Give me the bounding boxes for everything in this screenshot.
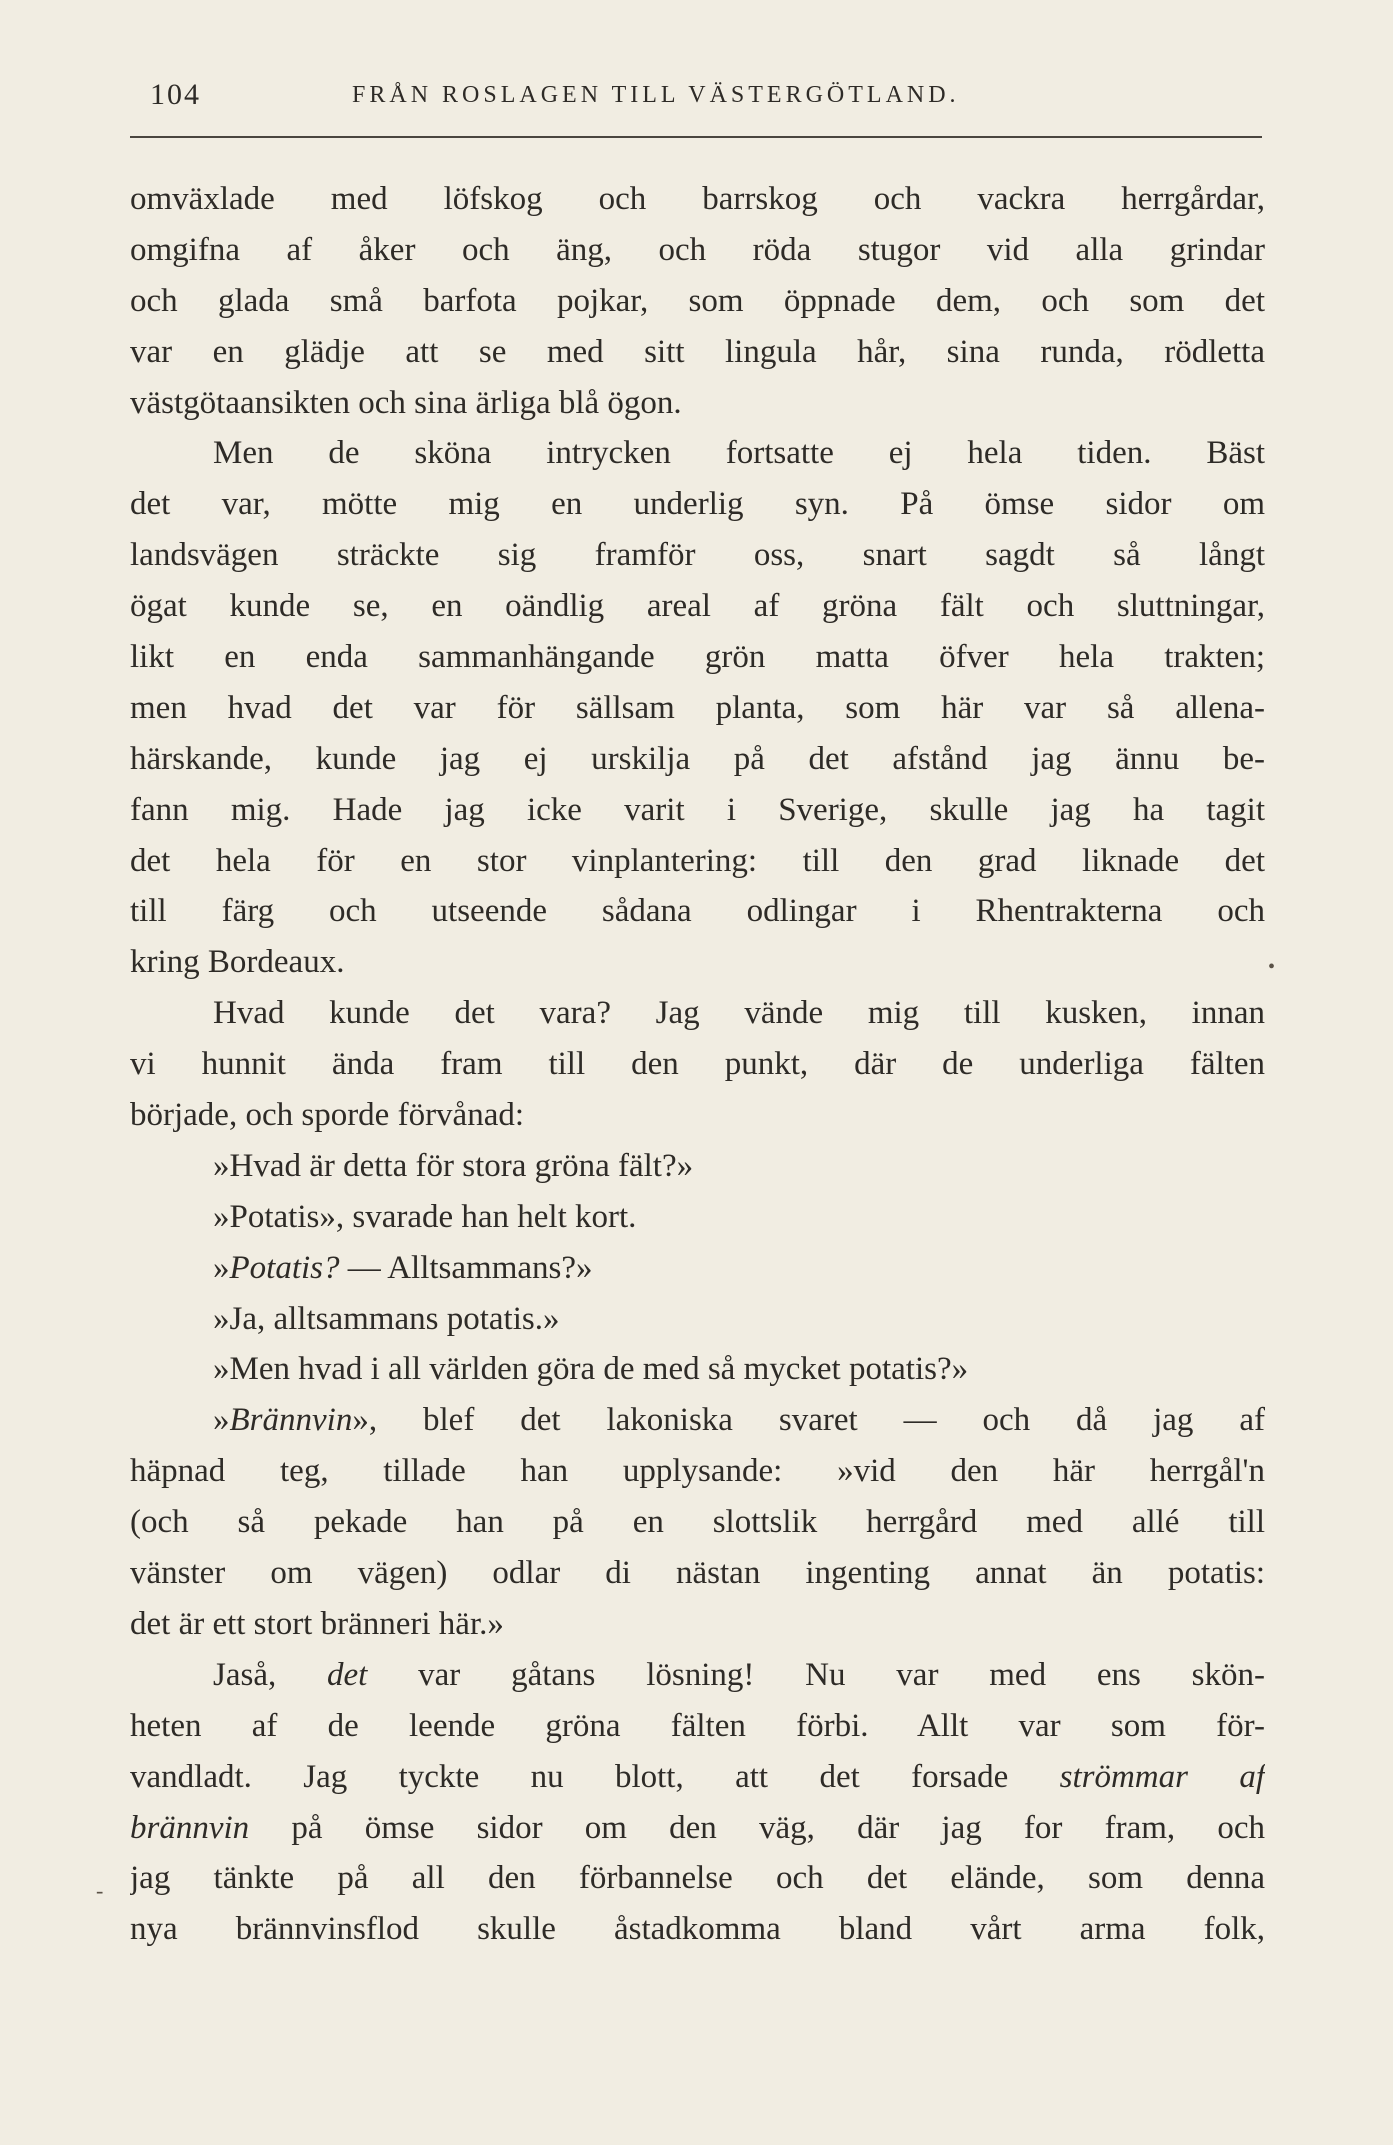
line-pre: » <box>213 1249 230 1286</box>
line-post: var gåtans lösning! Nu var med ens skön- <box>367 1656 1265 1693</box>
line-post: », blef det lakoniska svaret — och då jag af <box>352 1402 1265 1439</box>
text-line: omgifna af åker och äng, och röda stugor vid alla grindar <box>130 231 1265 268</box>
page-number: 104 <box>150 78 201 111</box>
text-line: det är ett stort bränneri här.» <box>130 1605 504 1642</box>
text-line: Hvad kunde det vara? Jag vände mig till kusken, innan <box>213 995 1265 1032</box>
italic-word: strömmar af <box>1059 1758 1265 1795</box>
text-line: jag tänkte på all den förbannelse och det elände, som denna <box>130 1860 1265 1897</box>
italic-word: brännvin <box>130 1809 250 1846</box>
text-line <box>130 1752 1265 1803</box>
header-rule <box>130 136 1262 138</box>
margin-mark: • <box>1268 956 1276 978</box>
text-line: heten af de leende gröna fälten förbi. Allt var som för- <box>130 1707 1265 1744</box>
text-line: var en glädje att se med sitt lingula hår, sina runda, rödletta <box>130 333 1265 370</box>
line-pre: » <box>213 1402 230 1439</box>
text-line: fann mig. Hade jag icke varit i Sverige, skulle jag ha tagit <box>130 791 1265 828</box>
text-line: ögat kunde se, en oändlig areal af gröna fält och sluttningar, <box>130 588 1265 625</box>
italic-word: Brännvin <box>229 1402 353 1439</box>
italic-word: det <box>327 1656 368 1693</box>
text-line: »Men hvad i all världen göra de med så mycket potatis?» <box>213 1351 969 1388</box>
text-line: »Hvad är detta för stora gröna fält?» <box>213 1147 694 1184</box>
text-line <box>130 1803 1265 1854</box>
text-line: Men de sköna intrycken fortsatte ej hela tiden. Bäst <box>213 435 1265 472</box>
text-line: omväxlade med löfskog och barrskog och vackra herrgårdar, <box>130 181 1265 217</box>
line-post: — Alltsammans?» <box>339 1249 593 1286</box>
text-line <box>130 1395 1265 1446</box>
text-line: häpnad teg, tillade han upplysande: »vid den här herrgål'n <box>130 1453 1265 1490</box>
text-line: började, och sporde förvånad: <box>130 1097 525 1134</box>
text-line: men hvad det var för sällsam planta, som här var så allena- <box>130 689 1265 726</box>
text-line: härskande, kunde jag ej urskilja på det afstånd jag ännu be- <box>130 740 1265 777</box>
text-line: och glada små barfota pojkar, som öppnade dem, och som det <box>130 282 1265 319</box>
text-line <box>130 1243 1265 1294</box>
text-line: kring Bordeaux. <box>130 944 345 981</box>
body-text <box>130 174 1265 1955</box>
text-line: likt en enda sammanhängande grön matta öfver hela trakten; <box>130 639 1265 676</box>
text-line: nya brännvinsflod skulle åstadkomma bland vårt arma folk, <box>130 1911 1265 1948</box>
text-line: västgötaansikten och sina ärliga blå ögon. <box>130 384 682 421</box>
text-line: »Ja, alltsammans potatis.» <box>213 1300 560 1337</box>
text-line: vänster om vägen) odlar di nästan ingenting annat än potatis: <box>130 1555 1265 1592</box>
page-header <box>150 78 1262 118</box>
text-line: vi hunnit ända fram till den punkt, där de underliga fälten <box>130 1046 1265 1083</box>
text-line: »Potatis», svarade han helt kort. <box>213 1198 637 1235</box>
text-line: (och så pekade han på en slottslik herrgård med allé till <box>130 1504 1265 1541</box>
italic-word: Potatis? <box>229 1249 340 1286</box>
text-line: till färg och utseende sådana odlingar i Rhentrakterna och <box>130 893 1265 930</box>
running-title: FRÅN ROSLAGEN TILL VÄSTERGÖTLAND. <box>352 82 960 108</box>
line-pre: vandladt. Jag tyckte nu blott, att det forsade <box>130 1758 1060 1795</box>
margin-mark: ‐ <box>96 1878 104 1903</box>
line-post: på ömse sidor om den väg, där jag for fram, och <box>249 1809 1265 1846</box>
line-pre: Jaså, <box>213 1656 328 1693</box>
text-line: landsvägen sträckte sig framför oss, snart sagdt så långt <box>130 537 1265 574</box>
text-line: det var, mötte mig en underlig syn. På ömse sidor om <box>130 486 1265 523</box>
text-line: det hela för en stor vinplantering: till den grad liknade det <box>130 842 1265 879</box>
text-line <box>130 1650 1265 1701</box>
